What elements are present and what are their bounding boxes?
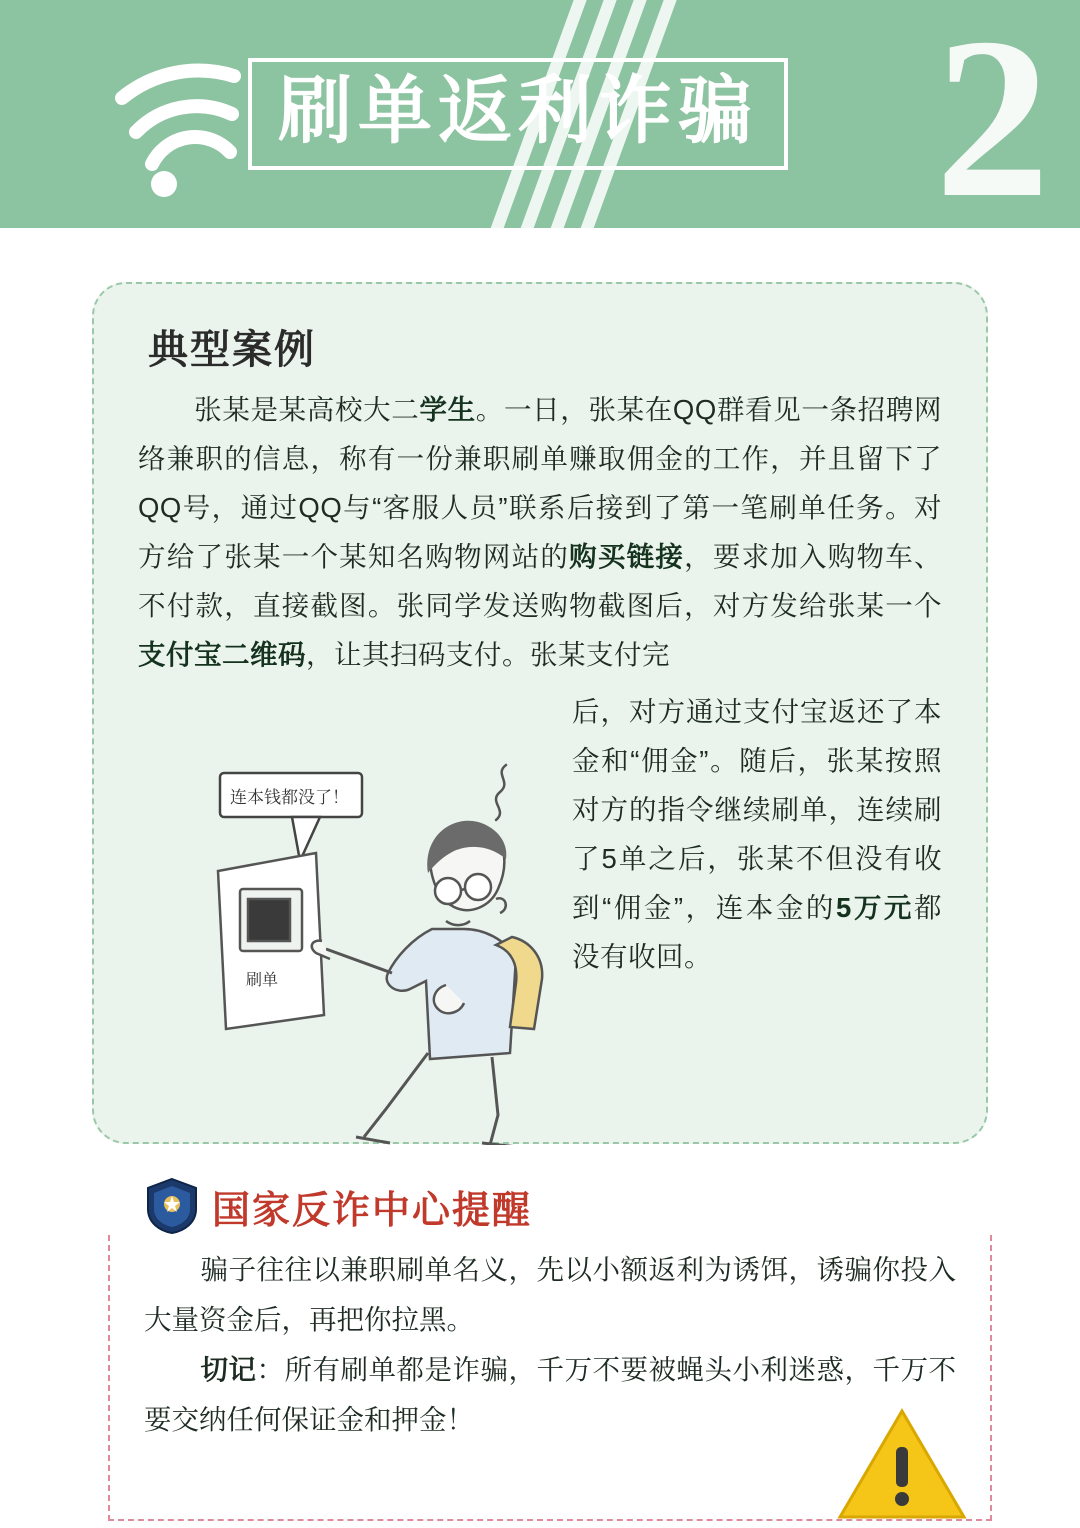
case-text-e: ，要求加入购物车、不付款，直接截图。张同学发送购物截图后，对方发给张某一个	[138, 541, 943, 621]
police-shield-icon	[146, 1177, 198, 1235]
case-text-c: 。一日，张某在QQ群看见一条招聘网络兼职的信息，称有一份兼职刷单赚取佣金的工作，并且留下了QQ号，通过QQ与“客服人员”联系后接到了第一笔刷单任务。对方给了张某一个某知名购物网站的	[138, 394, 943, 572]
illustration-speech-text: 连本钱都没了！	[230, 788, 349, 808]
tip-card	[108, 1205, 992, 1521]
case-heading: 典型案例	[148, 327, 316, 373]
case-lower-section	[138, 679, 942, 1149]
tip-text-2: ：所有刷单都是诈骗，千万不要被蝇头小利迷惑，千万不要交纳任何保证金和押金！	[144, 1354, 956, 1435]
case-text-a: 张某是某高校大二	[194, 394, 420, 425]
tip-remember-label: 切记	[200, 1354, 257, 1385]
case-right-amount: 5万元	[836, 892, 914, 923]
case-card	[92, 282, 988, 1144]
warning-triangle-icon	[836, 1405, 968, 1523]
tip-paragraph-2	[144, 1345, 956, 1445]
illustration-machine-label: 刷单	[246, 970, 279, 989]
header-banner	[0, 0, 1080, 228]
case-illustration	[196, 685, 616, 1145]
tip-header	[108, 1178, 992, 1234]
case-right-c: 都没有收回。	[572, 892, 942, 972]
case-paragraph-right	[572, 687, 942, 981]
case-paragraph-top	[138, 385, 942, 679]
watermark-number: 2	[935, 0, 1050, 228]
page-title: 刷单返利诈骗	[278, 68, 758, 154]
case-text-student: 学生	[419, 394, 476, 425]
case-text-qrcode: 支付宝二维码	[138, 639, 306, 670]
wifi-icon	[112, 58, 242, 198]
case-text-g: ，让其扫码支付。张某支付完	[306, 639, 670, 670]
tip-title: 国家反诈中心提醒	[212, 1187, 533, 1232]
poster-title-box	[248, 58, 788, 170]
case-right-a: 后，对方通过支付宝返还了本金和“佣金”。随后，张某按照对方的指令继续刷单，连续刷了5单之后，张某不但没有收到“佣金”，连本金的	[572, 696, 942, 923]
case-text-link: 购买链接	[569, 541, 685, 572]
tip-text-1: 骗子往往以兼职刷单名义，先以小额返利为诱饵，诱骗你投入大量资金后，再把你拉黑。	[144, 1254, 956, 1335]
